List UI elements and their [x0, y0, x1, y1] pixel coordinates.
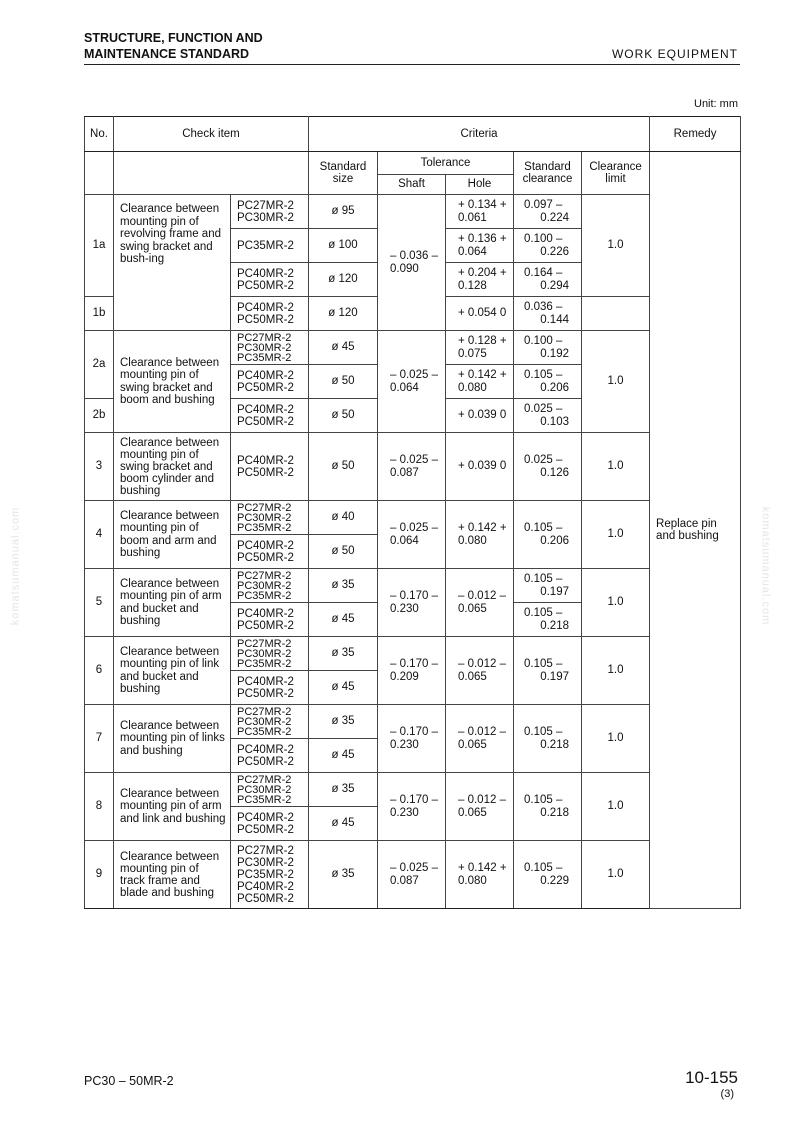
table-row: [85, 569, 741, 603]
unit-label: Unit: mm: [694, 98, 738, 110]
size-value: 35: [341, 579, 355, 592]
table-row: [85, 773, 741, 807]
model-cell: PC40MR-2 PC50MR-2: [231, 399, 309, 433]
size-value: 45: [341, 681, 355, 694]
sc-max: 0.218: [540, 806, 569, 819]
sc-max: 0.126: [540, 466, 569, 479]
size-cell: [309, 535, 378, 569]
sc-max: 0.224: [540, 211, 569, 224]
model-cell: PC40MR-2 PC50MR-2: [231, 603, 309, 637]
size-cell: [309, 297, 378, 331]
size-value: 120: [338, 307, 358, 320]
clearance-limit: 1.0: [582, 195, 650, 297]
model-cell: PC40MR-2 PC50MR-2: [231, 433, 309, 501]
model-cell: PC40MR-2 PC50MR-2: [231, 297, 309, 331]
size-cell: [309, 841, 378, 909]
clearance-limit: 1.0: [582, 331, 650, 433]
sc-min: 0.036 –: [524, 300, 563, 313]
table-row: [85, 637, 741, 671]
sc-min: 0.097 –: [524, 198, 563, 211]
sc-min: 0.025 –: [524, 453, 563, 466]
clearance-limit: 1.0: [582, 433, 650, 501]
check-item: Clearance between mounting pin of swing bracket and boom and bushing: [114, 331, 231, 433]
diameter-symbol: ø: [331, 647, 339, 660]
standard-clearance: [514, 705, 582, 773]
hole-tolerance: – 0.012 – 0.065: [446, 773, 514, 841]
sc-max: 0.103: [540, 415, 569, 428]
sc-min: 0.105 –: [524, 606, 563, 619]
size-value: 45: [341, 749, 355, 762]
standard-clearance: [514, 195, 582, 229]
sc-min: 0.100 –: [524, 334, 563, 347]
sc-max: 0.206: [540, 381, 569, 394]
model-cell: PC40MR-2 PC50MR-2: [231, 535, 309, 569]
shaft-tolerance: – 0.025 – 0.087: [378, 433, 446, 501]
model-cell: PC27MR-2 PC30MR-2 PC35MR-2: [231, 637, 309, 671]
standard-clearance: [514, 841, 582, 909]
sc-max: 0.206: [540, 534, 569, 547]
sc-max: 0.218: [540, 619, 569, 632]
size-value: 35: [341, 715, 355, 728]
size-cell: [309, 331, 378, 365]
header-no: No.: [85, 117, 114, 152]
size-cell: [309, 603, 378, 637]
sc-min: 0.105 –: [524, 657, 563, 670]
shaft-tolerance: – 0.025 – 0.064: [378, 331, 446, 433]
standard-clearance: [514, 501, 582, 569]
size-cell: [309, 705, 378, 739]
clearance-limit: 1.0: [582, 705, 650, 773]
size-value: 50: [341, 375, 355, 388]
subheader-row-1: [85, 152, 741, 175]
sc-min: 0.105 –: [524, 521, 563, 534]
header-rule: [84, 64, 740, 65]
subheader-blank-no: [85, 152, 114, 195]
header-tolerance: Tolerance: [378, 152, 514, 175]
check-item: Clearance between mounting pin of links and bushing: [114, 705, 231, 773]
model-cell: PC27MR-2 PC30MR-2 PC35MR-2: [231, 331, 309, 365]
sc-min: 0.105 –: [524, 861, 563, 874]
size-value: 45: [341, 341, 355, 354]
check-item: Clearance between mounting pin of swing bracket and boom cylinder and bushing: [114, 433, 231, 501]
standard-clearance: [514, 433, 582, 501]
sc-min: 0.105 –: [524, 368, 563, 381]
header-remedy: Remedy: [650, 117, 741, 152]
size-value: 35: [341, 868, 355, 881]
clearance-limit: 1.0: [582, 501, 650, 569]
shaft-tolerance: – 0.036 – 0.090: [378, 195, 446, 331]
diameter-symbol: ø: [331, 715, 339, 728]
model-cell: PC40MR-2 PC50MR-2: [231, 671, 309, 705]
size-cell: [309, 637, 378, 671]
header-hole: Hole: [446, 175, 514, 195]
remedy-cell: Replace pin and bushing: [650, 152, 741, 909]
size-cell: [309, 433, 378, 501]
diameter-symbol: ø: [328, 307, 336, 320]
row-no: 4: [85, 501, 114, 569]
header-standard-clearance: Standard clearance: [514, 152, 582, 195]
watermark-left: komatsumanual.com: [9, 506, 22, 626]
watermark-right: komatsumanual.com: [759, 506, 772, 626]
hole-tolerance: + 0.142 + 0.080: [446, 365, 514, 399]
header-check-item: Check item: [114, 117, 309, 152]
size-cell: [309, 671, 378, 705]
clearance-limit: 1.0: [582, 637, 650, 705]
row-no: 9: [85, 841, 114, 909]
table-row: [85, 195, 741, 229]
sc-max: 0.218: [540, 738, 569, 751]
model-cell: PC27MR-2 PC30MR-2: [231, 195, 309, 229]
model-cell: PC40MR-2 PC50MR-2: [231, 365, 309, 399]
row-no: 2b: [85, 399, 114, 433]
sc-min: 0.105 –: [524, 725, 563, 738]
sc-min: 0.025 –: [524, 402, 563, 415]
clearance-limit-empty: [582, 297, 650, 331]
diameter-symbol: ø: [331, 205, 339, 218]
check-item: Clearance between mounting pin of revolving frame and swing bracket and bush-ing: [114, 195, 231, 331]
row-no: 5: [85, 569, 114, 637]
table-row: [85, 331, 741, 365]
hole-tolerance: + 0.142 + 0.080: [446, 501, 514, 569]
sc-min: 0.105 –: [524, 793, 563, 806]
hole-tolerance: + 0.128 + 0.075: [446, 331, 514, 365]
row-no: 1b: [85, 297, 114, 331]
sc-max: 0.229: [540, 874, 569, 887]
diameter-symbol: ø: [331, 375, 339, 388]
diameter-symbol: ø: [331, 613, 339, 626]
check-item: Clearance between mounting pin of boom and arm and bushing: [114, 501, 231, 569]
size-cell: [309, 263, 378, 297]
model-cell: PC27MR-2 PC30MR-2 PC35MR-2: [231, 773, 309, 807]
sc-max: 0.197: [540, 670, 569, 683]
hole-tolerance: + 0.142 + 0.080: [446, 841, 514, 909]
size-cell: [309, 773, 378, 807]
sc-max: 0.197: [540, 585, 569, 598]
diameter-symbol: ø: [328, 273, 336, 286]
hole-tolerance: – 0.012 – 0.065: [446, 569, 514, 637]
clearance-limit: 1.0: [582, 841, 650, 909]
diameter-symbol: ø: [331, 545, 339, 558]
sc-max: 0.144: [540, 313, 569, 326]
size-cell: [309, 229, 378, 263]
shaft-tolerance: – 0.170 – 0.230: [378, 569, 446, 637]
header-criteria: Criteria: [309, 117, 650, 152]
standard-clearance: [514, 603, 582, 637]
check-item: Clearance between mounting pin of link and bucket and bushing: [114, 637, 231, 705]
diameter-symbol: ø: [331, 579, 339, 592]
size-cell: [309, 807, 378, 841]
sc-max: 0.192: [540, 347, 569, 360]
size-cell: [309, 739, 378, 773]
header-standard-size: Standard size: [309, 152, 378, 195]
clearance-limit: 1.0: [582, 773, 650, 841]
model-cell: PC27MR-2 PC30MR-2 PC35MR-2: [231, 569, 309, 603]
table-row: [85, 433, 741, 501]
size-value: 50: [341, 545, 355, 558]
size-value: 35: [341, 783, 355, 796]
shaft-tolerance: – 0.025 – 0.087: [378, 841, 446, 909]
size-value: 120: [338, 273, 358, 286]
diameter-symbol: ø: [331, 783, 339, 796]
sc-min: 0.100 –: [524, 232, 563, 245]
shaft-tolerance: – 0.170 – 0.209: [378, 637, 446, 705]
title-line-2: MAINTENANCE STANDARD: [84, 47, 250, 61]
size-value: 40: [341, 511, 355, 524]
diameter-symbol: ø: [331, 511, 339, 524]
size-cell: [309, 399, 378, 433]
sc-max: 0.294: [540, 279, 569, 292]
page-number: 10-155: [685, 1068, 738, 1087]
sc-max: 0.226: [540, 245, 569, 258]
size-cell: [309, 195, 378, 229]
size-cell: [309, 569, 378, 603]
section-title: WORK EQUIPMENT: [611, 47, 738, 61]
standard-clearance: [514, 331, 582, 365]
standard-clearance: [514, 263, 582, 297]
table-row: [85, 705, 741, 739]
model-cell: PC27MR-2 PC30MR-2 PC35MR-2: [231, 501, 309, 535]
hole-tolerance: + 0.136 + 0.064: [446, 229, 514, 263]
row-no: 1a: [85, 195, 114, 297]
diameter-symbol: ø: [331, 868, 339, 881]
size-value: 45: [341, 613, 355, 626]
diameter-symbol: ø: [328, 239, 336, 252]
hole-tolerance: + 0.039 0: [446, 433, 514, 501]
standard-clearance: [514, 569, 582, 603]
shaft-tolerance: – 0.025 – 0.064: [378, 501, 446, 569]
standard-clearance: [514, 229, 582, 263]
model-cell: PC40MR-2 PC50MR-2: [231, 807, 309, 841]
diameter-symbol: ø: [331, 341, 339, 354]
hole-tolerance: + 0.054 0: [446, 297, 514, 331]
document-title: [84, 30, 263, 62]
size-value: 50: [341, 460, 355, 473]
subheader-blank-item: [114, 152, 309, 195]
row-no: 3: [85, 433, 114, 501]
check-item: Clearance between mounting pin of arm and link and bushing: [114, 773, 231, 841]
header-clearance-limit: Clearance limit: [582, 152, 650, 195]
row-no: 7: [85, 705, 114, 773]
clearance-limit: 1.0: [582, 569, 650, 637]
row-no: 6: [85, 637, 114, 705]
hole-tolerance: + 0.204 + 0.128: [446, 263, 514, 297]
table-row: [85, 841, 741, 909]
hole-tolerance: + 0.039 0: [446, 399, 514, 433]
sc-min: 0.164 –: [524, 266, 563, 279]
sc-min: 0.105 –: [524, 572, 563, 585]
size-value: 35: [341, 647, 355, 660]
standard-clearance: [514, 399, 582, 433]
standard-clearance: [514, 297, 582, 331]
diameter-symbol: ø: [331, 460, 339, 473]
size-value: 95: [341, 205, 355, 218]
page-revision: (3): [720, 1088, 734, 1100]
table-header-row: [85, 117, 741, 152]
diameter-symbol: ø: [331, 817, 339, 830]
standard-clearance: [514, 637, 582, 705]
hole-tolerance: – 0.012 – 0.065: [446, 705, 514, 773]
standard-clearance: [514, 365, 582, 399]
size-value: 45: [341, 817, 355, 830]
size-value: 100: [338, 239, 358, 252]
model-cell: PC27MR-2 PC30MR-2 PC35MR-2 PC40MR-2 PC50MR-2: [231, 841, 309, 909]
hole-tolerance: + 0.134 + 0.061: [446, 195, 514, 229]
table-row: [85, 501, 741, 535]
check-item: Clearance between mounting pin of arm and bucket and bushing: [114, 569, 231, 637]
model-cell: PC40MR-2 PC50MR-2: [231, 739, 309, 773]
title-line-1: STRUCTURE, FUNCTION AND: [84, 31, 263, 45]
row-no: 8: [85, 773, 114, 841]
diameter-symbol: ø: [331, 749, 339, 762]
shaft-tolerance: – 0.170 – 0.230: [378, 705, 446, 773]
check-item: Clearance between mounting pin of track frame and blade and bushing: [114, 841, 231, 909]
size-cell: [309, 365, 378, 399]
diameter-symbol: ø: [331, 409, 339, 422]
row-no: 2a: [85, 331, 114, 399]
diameter-symbol: ø: [331, 681, 339, 694]
model-cell: PC35MR-2: [231, 229, 309, 263]
standard-clearance: [514, 773, 582, 841]
footer-model: PC30 – 50MR-2: [84, 1074, 174, 1088]
size-cell: [309, 501, 378, 535]
shaft-tolerance: – 0.170 – 0.230: [378, 773, 446, 841]
maintenance-standard-table: [84, 116, 741, 909]
model-cell: PC40MR-2 PC50MR-2: [231, 263, 309, 297]
size-value: 50: [341, 409, 355, 422]
header-shaft: Shaft: [378, 175, 446, 195]
model-cell: PC27MR-2 PC30MR-2 PC35MR-2: [231, 705, 309, 739]
hole-tolerance: – 0.012 – 0.065: [446, 637, 514, 705]
